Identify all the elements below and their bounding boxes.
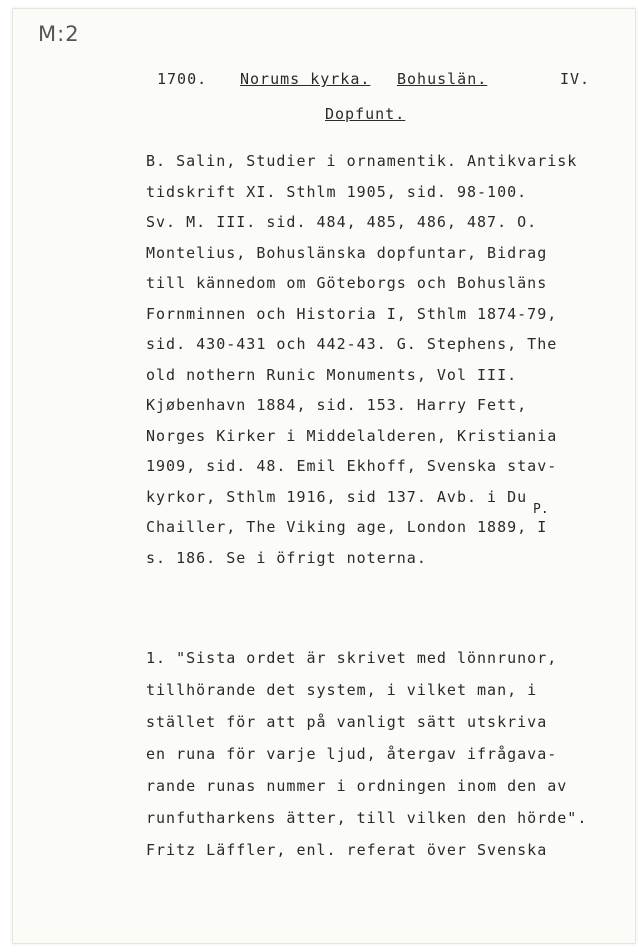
bibliography-line: till kännedom om Göteborgs och Bohusläns (146, 274, 548, 292)
bibliography-line: Chailler, The Viking age, London 1889, I (146, 518, 548, 536)
bibliography-line: Sv. M. III. sid. 484, 485, 486, 487. O. (146, 213, 538, 231)
footnote-line: rande runas nummer i ordningen inom den av (146, 777, 568, 795)
heading-church: Norums kyrka. (240, 70, 371, 88)
footnote-line: tillhörande det system, i vilket man, i (146, 681, 538, 699)
handwritten-annotation: P. (533, 502, 549, 517)
bibliography-line: s. 186. Se i öfrigt noterna. (146, 548, 427, 567)
bibliography-line: kyrkor, Sthlm 1916, sid 137. Avb. i Du (146, 487, 528, 506)
bibliography-text (146, 146, 577, 573)
bibliography-line: Montelius, Bohuslänska dopfuntar, Bidrag (146, 243, 548, 262)
footnote-text (146, 642, 587, 866)
heading-province: Bohuslän. (397, 70, 488, 88)
card-subheading: Dopfunt. (325, 105, 406, 123)
bibliography-line: B. Salin, Studier i ornamentik. Antikvarisk (146, 152, 578, 170)
bibliography-line: Norges Kirker i Middelalderen, Kristiania (146, 426, 558, 445)
card-heading (157, 70, 597, 94)
bibliography-line: 1909, sid. 48. Emil Ekhoff, Svenska stav- (146, 457, 558, 475)
bibliography-line: Fornminnen och Historia I, Sthlm 1874-79, (146, 304, 558, 323)
footnote-line: en runa för varje ljud, återgav ifrågava- (146, 745, 558, 763)
footnote-line: 1. "Sista ordet är skrivet med lönnrunor, (146, 649, 558, 667)
bibliography-line: tidskrift XI. Sthlm 1905, sid. 98-100. (146, 182, 528, 201)
heading-card-number: IV. (560, 70, 591, 88)
bibliography-line: Kjøbenhavn 1884, sid. 153. Harry Fett, (146, 396, 528, 414)
footnote-line: Fritz Läffler, enl. referat över Svenska (146, 841, 548, 859)
bibliography-line: sid. 430-431 och 442-43. G. Stephens, The (146, 335, 558, 353)
footnote-line: runfutharkens ätter, till vilken den hörde". (146, 809, 588, 827)
shelfmark-handwritten: M:2 (38, 22, 80, 46)
footnote-line: stället för att på vanligt sätt utskriva (146, 713, 548, 731)
bibliography-line: old nothern Runic Monuments, Vol III. (146, 365, 518, 384)
heading-year: 1700. (157, 70, 208, 88)
